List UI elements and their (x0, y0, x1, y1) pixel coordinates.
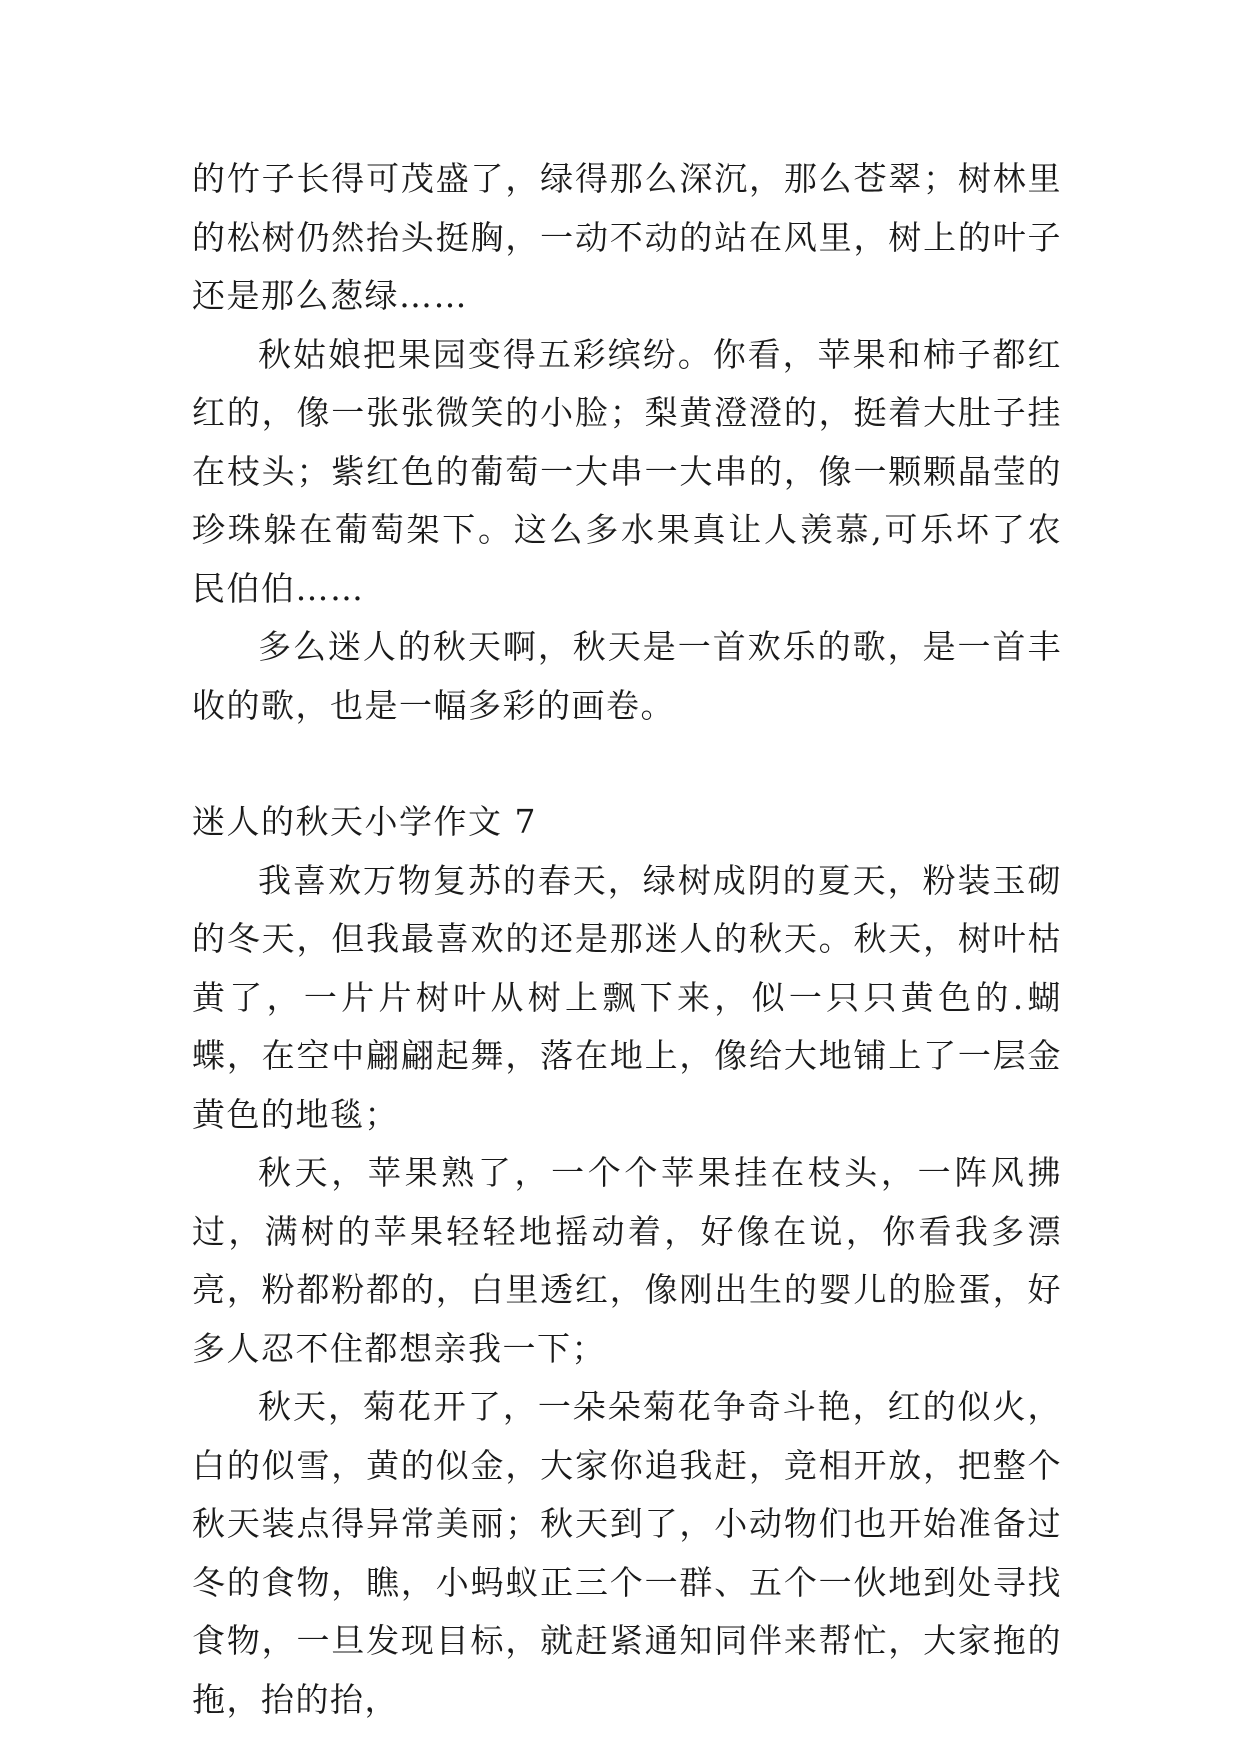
paragraph-orchard: 秋姑娘把果园变得五彩缤纷。你看，苹果和柿子都红红的，像一张张微笑的小脸；梨黄澄澄的，挺着大肚子挂在枝头；紫红色的葡萄一大串一大串的，像一颗颗晶莹的珍珠躲在葡萄架下。这么多水果真让人羡慕,可乐坏了农民伯伯…… (192, 334, 1062, 608)
paragraph-chrysanthemums: 秋天，菊花开了，一朵朵菊花争奇斗艳，红的似火，白的似雪，黄的似金，大家你追我赶，竞相开放，把整个秋天装点得异常美丽；秋天到了，小动物们也开始准备过冬的食物，瞧，小蚂蚁正三个一群、五个一伙地到处寻找食物，一旦发现目标，就赶紧通知同伴来帮忙，大家拖的拖，抬的抬， (192, 1387, 1062, 1719)
essay-heading: 迷人的秋天小学作文 7 (192, 802, 537, 841)
paragraph-autumn-song: 多么迷人的秋天啊，秋天是一首欢乐的歌，是一首丰收的歌，也是一幅多彩的画卷。 (192, 627, 1062, 725)
paragraph-seasons: 我喜欢万物复苏的春天，绿树成阴的夏天，粉装玉砌的冬天，但我最喜欢的还是那迷人的秋天。秋天，树叶枯黄了，一片片树叶从树上飘下来，似一只只黄色的.蝴蝶，在空中翩翩起舞，落在地上，像给大地铺上了一层金黄色的地毯； (192, 860, 1062, 1134)
paragraph-apples: 秋天，苹果熟了，一个个苹果挂在枝头，一阵风拂过，满树的苹果轻轻地摇动着，好像在说，你看我多漂亮，粉都粉都的，白里透红，像刚出生的婴儿的脸蛋，好多人忍不住都想亲我一下； (192, 1153, 1062, 1368)
document-page (192, 150, 1062, 1729)
paragraph-bamboo-pines: 的竹子长得可茂盛了，绿得那么深沉，那么苍翠；树林里的松树仍然抬头挺胸，一动不动的站在风里，树上的叶子还是那么葱绿…… (192, 159, 1062, 315)
